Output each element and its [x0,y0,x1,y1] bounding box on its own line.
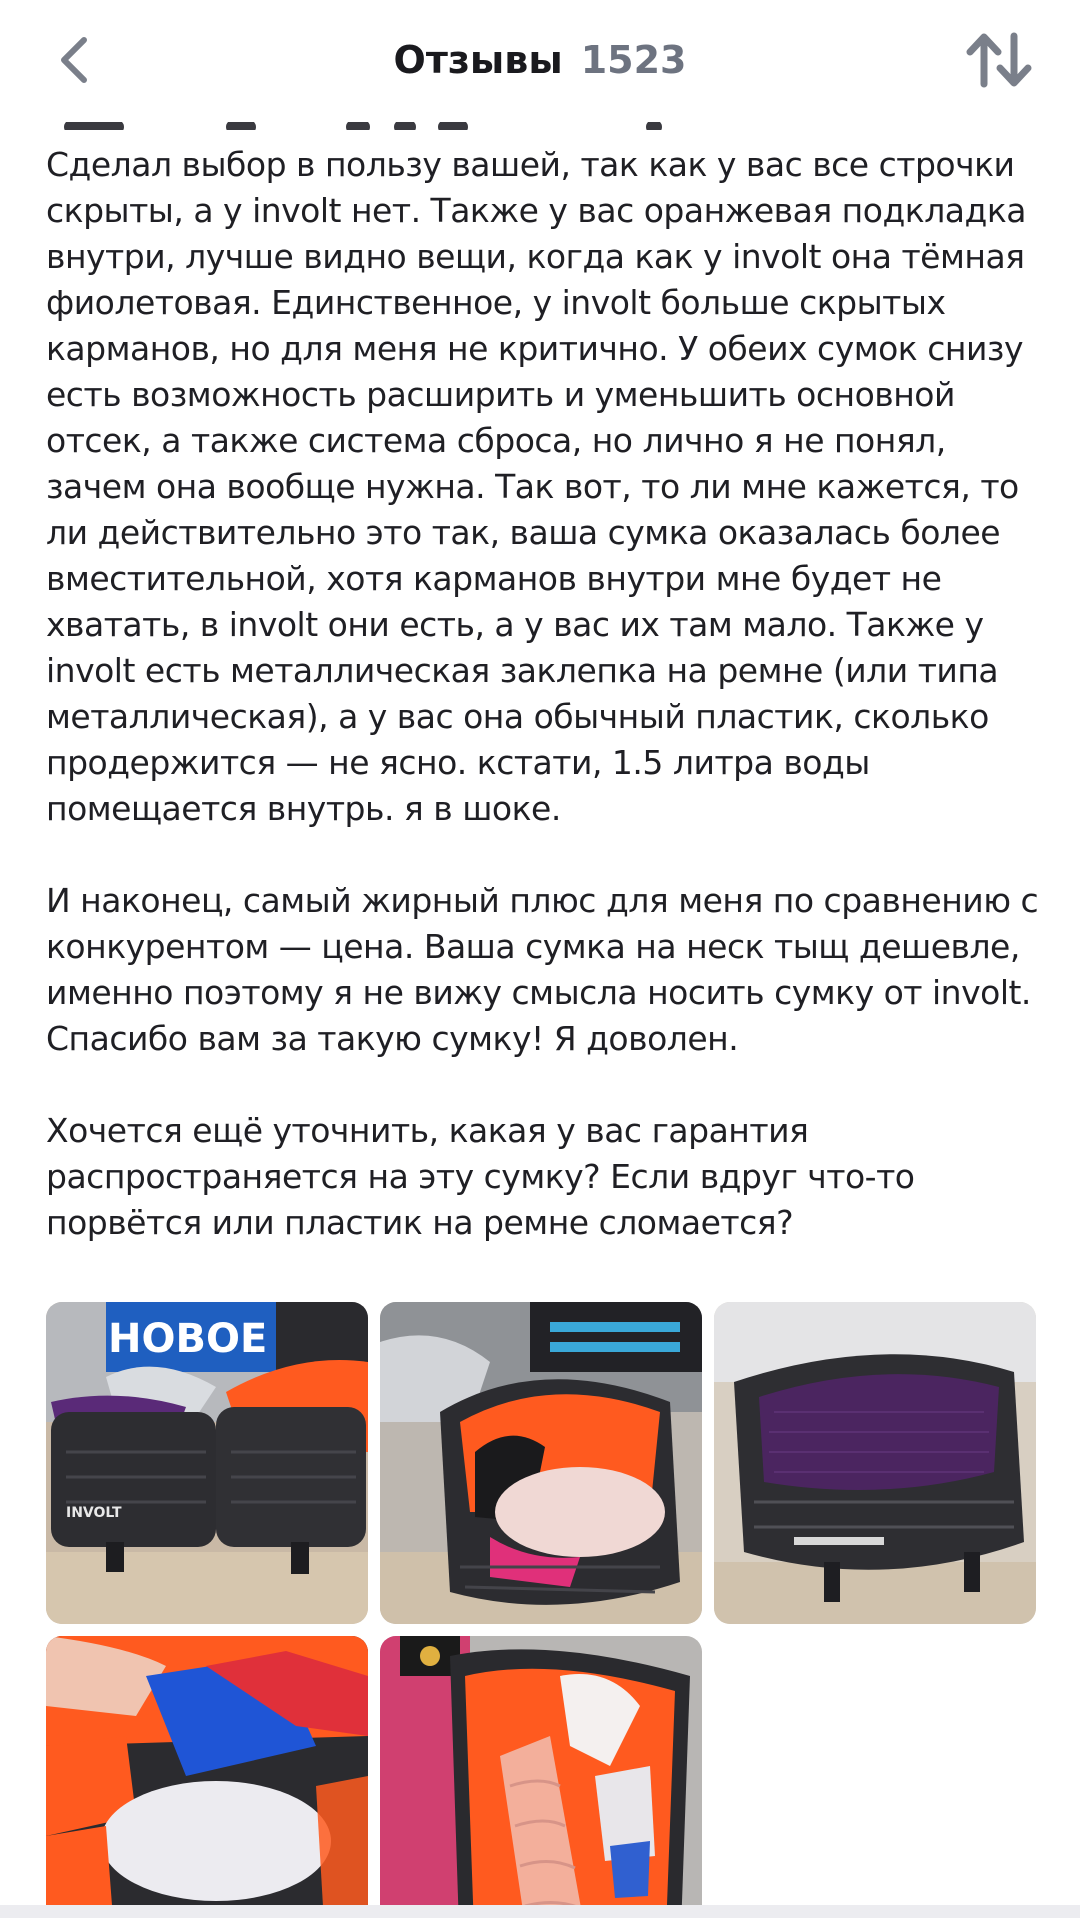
photo-purple-interior [714,1302,1036,1624]
photo-two-bags [46,1302,368,1624]
photo-bag-contents-hand [46,1636,368,1918]
review-photo[interactable] [380,1302,702,1624]
review-text [46,142,1049,1246]
bottom-sheet-edge [0,1905,1080,1918]
review-photo[interactable] [380,1636,702,1918]
review-photo[interactable] [714,1302,1036,1624]
review-paragraph: И наконец, самый жирный плюс для меня по сравнению с конкурентом — цена. Ваша сумка на неск тыщ дешевле, именно поэтому я не вижу смысла носить сумку от involt. Спасибо вам за такую сумку! Я доволен. [46,881,1049,1058]
photo-open-bag [380,1302,702,1624]
sort-arrows-icon [964,28,1034,92]
reviews-count: 1523 [580,38,687,82]
review-photo[interactable] [46,1302,368,1624]
top-bar [0,0,1080,122]
review-paragraph: Хочется ещё уточнить, какая у вас гарантия распространяется на эту сумку? Если вдруг что-то порвётся или пластик на ремне сломается? [46,1111,925,1242]
review-photo[interactable] [46,1636,368,1918]
page-title-group [0,34,1080,86]
review-paragraph: Сделал выбор в пользу вашей, так как у вас все строчки скрыты, а у involt нет. Также у вас оранжевая подкладка внутри, лучше видно вещи, когда как у involt она тёмная фиолетовая. Единственное, у involt больше скрытых карманов, но для меня не критично. У обеих сумок снизу есть возможность расширить и уменьшить основной отсек, а также система сброса, но лично я не понял, зачем она вообще нужна. Так вот, то ли мне кажется, то ли действительно это так, ваша сумка оказалась более вместительной, хотя карманов внутри мне будет не хватать, в involt они есть, а у вас их там мало. Также у involt есть металлическая заклепка на ремне (или типа металлическая), а у вас она обычный пластик, сколько продержится — не ясно. кстати, 1.5 литра воды помещается внутрь. я в шоке. [46,145,1036,828]
bag-brand-text: INVOLT [66,1505,122,1521]
photo-bag-water-bottle [380,1636,702,1918]
box-label-text: НОВОЕ [108,1316,268,1362]
sort-button[interactable] [964,28,1034,92]
page-title: Отзывы [393,38,563,82]
